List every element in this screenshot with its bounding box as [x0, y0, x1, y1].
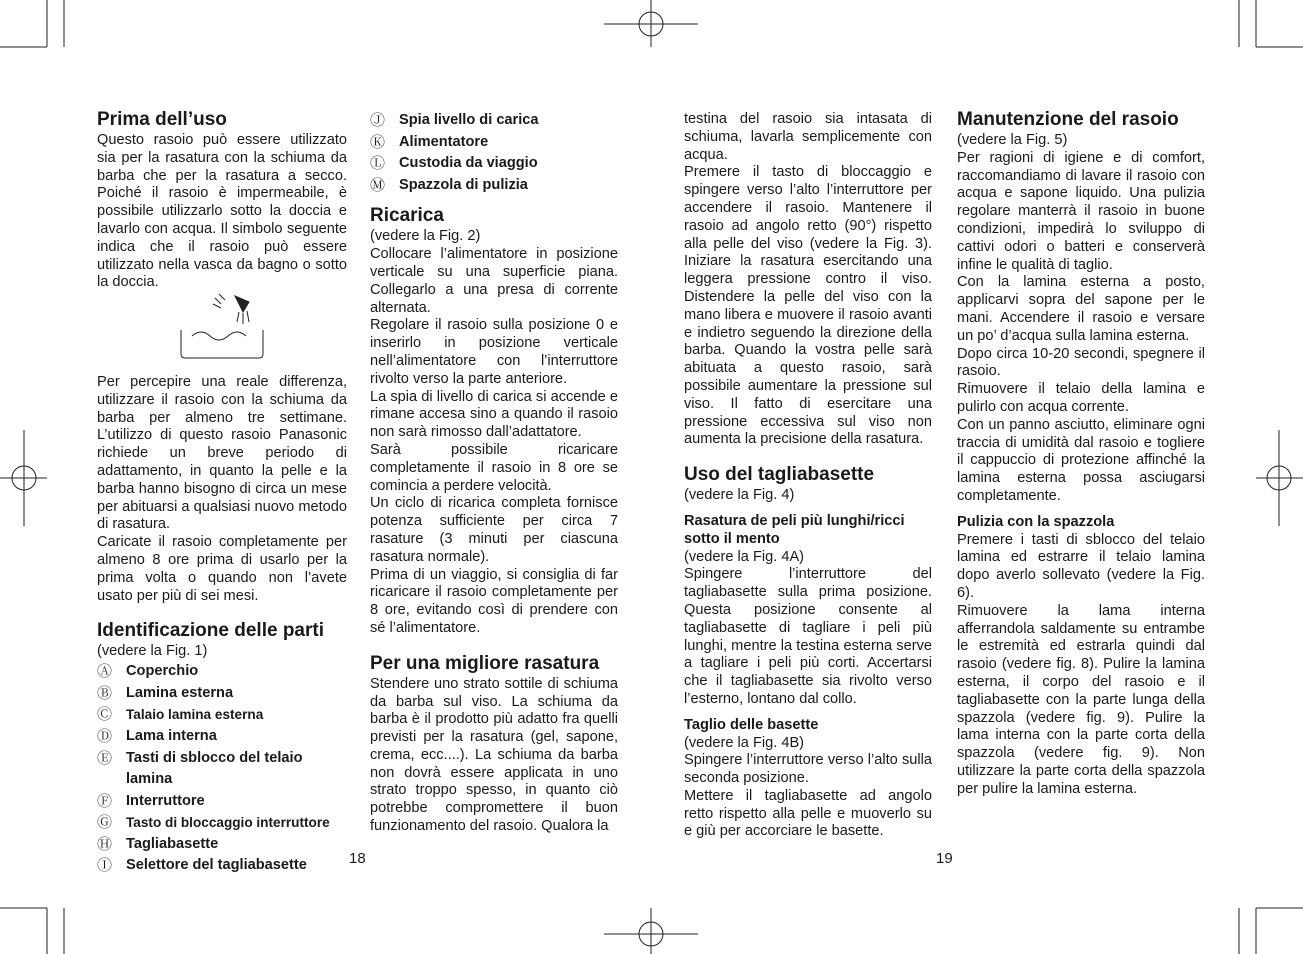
part-marker: Ⓒ — [97, 706, 113, 724]
part-marker: Ⓘ — [97, 857, 113, 875]
paragraph: Spingere l’interruttore del tagliabasette sulla prima posizione. Questa posizione consente al tagliabasette di tagliare i peli più lunghi, mentre la testina esterna serve a tagliare i peli più corti. Accertarsi che il tagliabasette sia rivolto verso l’esterno, lontano dal collo. — [684, 566, 932, 707]
list-item — [370, 110, 618, 132]
part-marker: Ⓕ — [97, 792, 113, 810]
figure-reference: (vedere la Fig. 5) — [957, 132, 1068, 148]
list-item — [97, 812, 347, 834]
section-title-migliore-rasatura: Per una migliore rasatura — [370, 652, 600, 674]
list-item — [97, 683, 347, 705]
list-item — [370, 132, 618, 154]
section-title-prima: Prima dell’uso — [97, 109, 227, 130]
paragraph: Rimuovere la lama interna afferrandola saldamente su entrambe le estremità ed estrarla quindi dal rasoio (vedere fig. 8). Pulire la lamina esterna, il corpo del rasoio e il tagliabasette con la parte lunga della spazzola (vedere fig. 9). Pulire la lama interna con la parte corta della spazzola (vedere fig. 9). Non utilizzare la parte corta della spazzola per pulire la lamina esterna. — [957, 602, 1205, 797]
part-marker: Ⓗ — [97, 835, 113, 853]
figure-reference: (vedere la Fig. 4A) — [684, 548, 805, 565]
paragraph: Prima di un viaggio, si consiglia di far ricaricare il rasoio completamente per 8 ore, evitando così di prendere con sé l’alimentatore. — [370, 566, 618, 636]
part-marker: Ⓖ — [97, 814, 113, 832]
paragraph: Collocare l’alimentatore in posizione verticale su una superficie piana. Collegarlo a una presa di corrente alternata. — [370, 246, 618, 316]
part-label: Selettore del tagliabasette — [126, 857, 307, 874]
paragraph: Con la lamina esterna a posto, applicarvi sopra del sapone per le mani. Accendere il rasoio e versare un po’ d’acqua sulla lamina esterna. — [957, 274, 1205, 344]
part-marker: Ⓑ — [97, 684, 113, 702]
paragraph: Sarà possibile ricaricare completamente il rasoio in 8 ore se comincia a perdere velocità. — [370, 441, 618, 494]
paragraph: Per percepire una reale differenza, utilizzare il rasoio con la schiuma da barba per almeno tre settimane. L’utilizzo di questo rasoio Panasonic richiede un breve periodo di adattamento, in quanto la pelle e la barba hanno bisogno di circa un mese per abituarsi a qualsiasi nuovo metodo di rasatura. — [97, 373, 347, 533]
list-item — [97, 704, 347, 726]
paragraph: Dopo circa 10-20 secondi, spegnere il rasoio. — [957, 345, 1205, 380]
paragraph: Con un panno asciutto, eliminare ogni traccia di umidità dal rasoio e togliere il cappuccio di protezione affinché la lamina esterna possa asciugarsi completamente. — [957, 416, 1205, 504]
paragraph: Stendere uno strato sottile di schiuma da barba sul viso. La schiuma da barba è il prodotto più adatto fra quelli previsti per la rasatura (gel, sapone, crema, ecc....). La schiuma da barba non dovrà essere applicata in uno strato troppo spesso, in quanto ciò potrebbe compromettere il buon funzionamento del rasoio. Qualora la — [370, 675, 618, 835]
list-item — [370, 175, 618, 197]
paragraph: Mettere il tagliabasette ad angolo retto rispetto alla pelle e muoverlo su e giù per accorciare le basette. — [684, 787, 932, 840]
part-label: Alimentatore — [399, 133, 489, 150]
paragraph: Premere il tasto di bloccaggio e spingere verso l’alto l’interruttore per accendere il rasoio. Mantenere il rasoio ad angolo retto (90°) rispetto alla pelle del viso (vedere la Fig. 3). Iniziare la rasatura esercitando una leggera pressione contro il viso. Distendere la pelle del viso con la mano libera e muovere il rasoio avanti e indietro seguendo la direzione della barba. Quando la vostra pelle sarà abituata a questo rasoio, sarà possibile aumentare la pressione sul viso. Il fatto di esercitare una pressione eccessiva sul viso non aumenta la precisione della rasatura. — [684, 164, 932, 448]
parts-list — [97, 661, 347, 877]
section-title-ricarica: Ricarica — [370, 205, 444, 227]
part-label: Lama interna — [126, 727, 217, 744]
part-marker: Ⓐ — [97, 663, 113, 681]
right-column-1 — [684, 111, 932, 841]
section-title-tagliabasette: Uso del tagliabasette — [684, 464, 875, 486]
part-label: Interruttore — [126, 792, 205, 809]
part-label: Coperchio — [126, 663, 199, 680]
part-label: Tasti di sblocco del telaio lamina — [126, 749, 303, 788]
paragraph: Rimuovere il telaio della lamina e pulirlo con acqua corrente. — [957, 381, 1205, 415]
part-label: Lamina esterna — [126, 684, 234, 701]
list-item — [97, 748, 347, 791]
part-label: Talaio lamina esterna — [126, 707, 264, 723]
left-column-2 — [370, 110, 618, 836]
part-label: Spia livello di carica — [399, 112, 539, 128]
figure-reference: (vedere la Fig. 4) — [684, 487, 795, 504]
paragraph: Per ragioni di igiene e di comfort, raccomandiamo di lavare il rasoio con acqua e sapone liquido. Una pulizia regolare manterrà il rasoio in buone condizioni, impedirà lo sviluppo di cattivi odori o batteri e conserverà infine le qualità di taglio. — [957, 149, 1205, 273]
part-label: Tasto di bloccaggio interruttore — [126, 815, 330, 831]
subsection-title-taglio: Taglio delle basette — [684, 716, 819, 733]
part-label: Spazzola di pulizia — [399, 176, 528, 193]
paragraph: Spingere l’interruttore verso l’alto sulla seconda posizione. — [684, 752, 932, 787]
part-marker: Ⓓ — [97, 727, 113, 745]
list-item — [97, 834, 347, 856]
part-marker: Ⓔ — [97, 749, 113, 767]
part-marker: Ⓜ — [370, 176, 386, 194]
paragraph: Caricate il rasoio completamente per almeno 8 ore prima di usarlo per la prima volta o quando non l’avete usato per più di sei mesi. — [97, 534, 347, 604]
figure-reference: (vedere la Fig. 1) — [97, 643, 208, 660]
shower-bath-icon — [97, 292, 347, 368]
list-item — [97, 855, 347, 877]
paragraph: Regolare il rasoio sulla posizione 0 e inserirlo in posizione verticale nell’alimentatore con l’interruttore rivolto verso la parte anteriore. — [370, 317, 618, 387]
part-marker: Ⓛ — [370, 155, 386, 173]
figure-reference: (vedere la Fig. 4B) — [684, 734, 805, 751]
paragraph: Un ciclo di ricarica completa fornisce potenza sufficiente per circa 7 rasature (3 minuti per ciascuna rasatura normale). — [370, 495, 618, 565]
page-number-left: 18 — [349, 850, 366, 867]
part-marker: Ⓙ — [370, 112, 386, 129]
part-marker: Ⓚ — [370, 133, 386, 151]
paragraph: Questo rasoio può essere utilizzato sia per la rasatura con la schiuma da barba che per la rasatura a secco. Poiché il rasoio è impermeabile, è possibile utilizzarlo sotto la doccia e lavarlo con acqua. Il simbolo seguente indica che il rasoio può essere utilizzato nella vasca da bagno o sotto la doccia. — [97, 132, 347, 291]
right-column-2 — [957, 108, 1205, 798]
subsection-title-pulizia: Pulizia con la spazzola — [957, 513, 1115, 530]
page-number-right: 19 — [936, 850, 953, 867]
subsection-title-rasatura: Rasatura de peli più lunghi/ricci sotto il mento — [684, 512, 905, 547]
section-title-manutenzione: Manutenzione del rasoio — [957, 109, 1179, 130]
left-column-1 — [97, 108, 347, 877]
paragraph: testina del rasoio sia intasata di schiuma, lavarla semplicemente con acqua. — [684, 111, 932, 163]
paragraph: La spia di livello di carica si accende e rimane accesa sino a quando il rasoio non sarà rimosso dall’adattatore. — [370, 388, 618, 441]
list-item — [97, 661, 347, 683]
section-title-identificazione: Identificazione delle parti — [97, 620, 324, 642]
parts-list-continued — [370, 110, 618, 196]
part-label: Custodia da viaggio — [399, 155, 538, 172]
part-label: Tagliabasette — [126, 835, 219, 852]
list-item — [97, 726, 347, 748]
figure-reference: (vedere la Fig. 2) — [370, 228, 481, 245]
list-item — [370, 153, 618, 175]
paragraph: Premere i tasti di sblocco del telaio lamina ed estrarre il telaio lamina dopo averlo sollevato (vedere la Fig. 6). — [957, 531, 1205, 601]
list-item — [97, 791, 347, 813]
